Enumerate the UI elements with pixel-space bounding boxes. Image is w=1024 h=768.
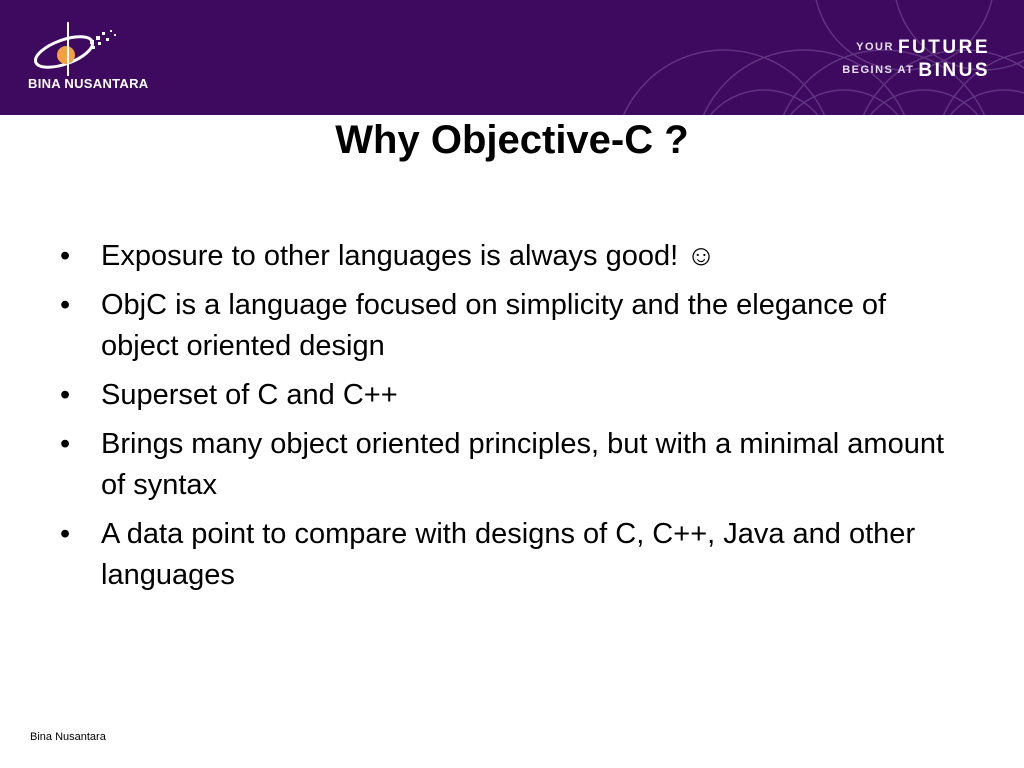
bullet-marker: • xyxy=(60,289,71,321)
bullet-marker: • xyxy=(60,518,71,550)
bullet-item xyxy=(56,236,956,277)
tagline-binus: BINUS xyxy=(918,60,990,81)
bina-nusantara-logo xyxy=(28,18,168,98)
bullet-item xyxy=(56,375,956,416)
footer-text: Bina Nusantara xyxy=(30,731,106,743)
tagline-line-2 xyxy=(842,61,990,80)
bullet-item xyxy=(56,285,956,367)
bullet-item xyxy=(56,424,956,506)
bullet-marker: • xyxy=(60,240,71,272)
tagline-future: FUTURE xyxy=(897,37,990,58)
bullet-text: Brings many object oriented principles, but with a minimal amount of syntax xyxy=(101,428,945,501)
bullet-text: Exposure to other languages is always good! ☺ xyxy=(101,240,716,272)
bullet-text: ObjC is a language focused on simplicity and the elegance of object oriented design xyxy=(101,289,887,362)
bullet-item xyxy=(56,514,956,596)
bullet-text: Superset of C and C++ xyxy=(101,379,398,411)
bullet-marker: • xyxy=(60,379,71,411)
header-band xyxy=(0,0,1024,115)
logo-mark-icon xyxy=(28,18,168,78)
tagline-your: YOUR xyxy=(856,41,894,53)
bullet-text: A data point to compare with designs of C, C++, Java and other languages xyxy=(101,518,916,591)
tagline-line-1 xyxy=(842,38,990,57)
slide-title: Why Objective-C ? xyxy=(335,118,689,162)
bullet-marker: • xyxy=(60,428,71,460)
bullet-list xyxy=(56,236,956,604)
logo-text: BINA NUSANTARA xyxy=(28,76,149,91)
tagline-begins-at: BEGINS AT xyxy=(842,64,915,76)
tagline xyxy=(842,38,990,84)
